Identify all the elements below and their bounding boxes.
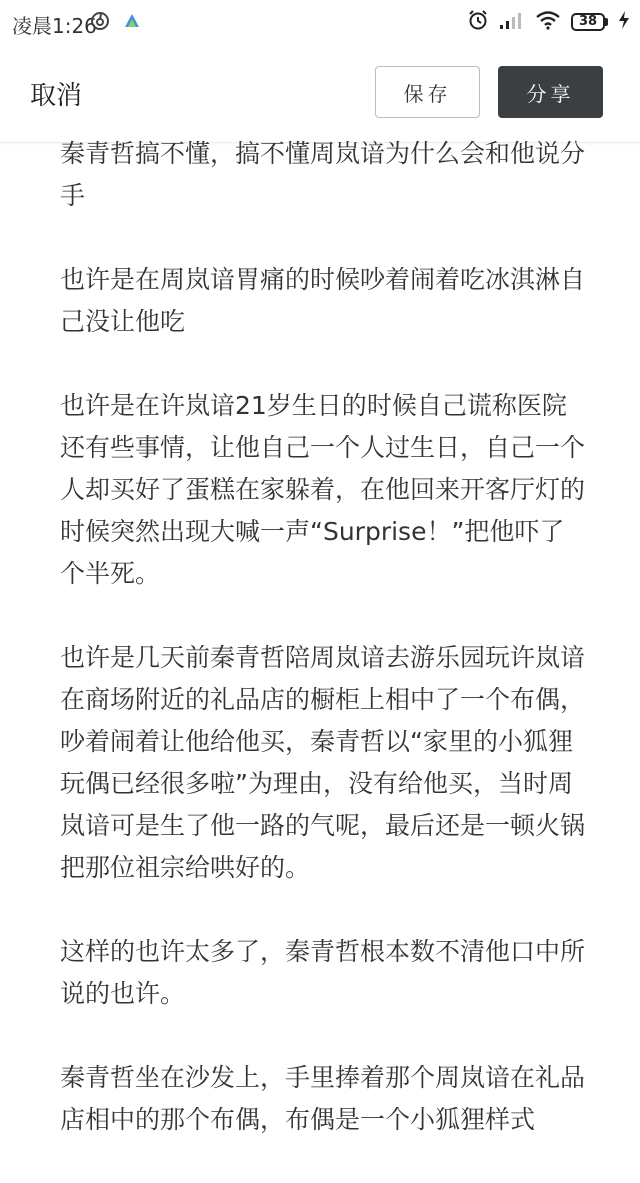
battery-icon bbox=[571, 13, 608, 31]
signal-icon bbox=[499, 10, 525, 34]
battery-tip bbox=[605, 18, 608, 26]
share-button[interactable]: 分享 bbox=[498, 66, 603, 118]
alarm-icon bbox=[467, 9, 489, 35]
article-paragraph: 这样的也许太多了，秦青哲根本数不清他口中所说的也许。 bbox=[60, 937, 586, 1008]
save-button[interactable]: 保存 bbox=[375, 66, 480, 118]
status-bar bbox=[0, 0, 640, 44]
cancel-button[interactable]: 取消 bbox=[30, 81, 83, 111]
status-left-icons bbox=[90, 11, 142, 35]
article-paragraph: 也许是几天前秦青哲陪周岚谙去游乐园玩许岚谙在商场附近的礼品店的橱柜上相中了一个布偶，吵着闹着让他给他买，秦青哲以“家里的小狐狸玩偶已经很多啦”为理由，没有给他买，当时周岚谙可是生了他一路的气呢，最后还是一顿火锅把那位祖宗给哄好的。 bbox=[60, 643, 586, 882]
charging-icon bbox=[618, 10, 630, 34]
article-content bbox=[60, 133, 585, 1183]
status-time: 凌晨1:26 bbox=[12, 14, 97, 38]
article-paragraph: 也许是在周岚谙胃痛的时候吵着闹着吃冰淇淋自己没让他吃 bbox=[60, 265, 586, 336]
article-paragraph: 秦青哲坐在沙发上，手里捧着那个周岚谙在礼品店相中的那个布偶，布偶是一个小狐狸样式 bbox=[60, 1063, 586, 1134]
article-paragraph: 秦青哲搞不懂，搞不懂周岚谙为什么会和他说分手 bbox=[60, 139, 586, 210]
app-notification-icon bbox=[122, 11, 142, 35]
wifi-icon bbox=[535, 10, 561, 34]
netease-music-icon bbox=[90, 11, 110, 35]
battery-level: 38 bbox=[571, 13, 605, 31]
editor-header bbox=[0, 44, 640, 143]
article-paragraph: 也许是在许岚谙21岁生日的时候自己谎称医院还有些事情，让他自己一个人过生日，自己一个人却买好了蛋糕在家躲着，在他回来开客厅灯的时候突然出现大喊一声“Surprise！”把他吓了个半死。 bbox=[60, 391, 586, 588]
status-right-icons bbox=[467, 9, 630, 35]
